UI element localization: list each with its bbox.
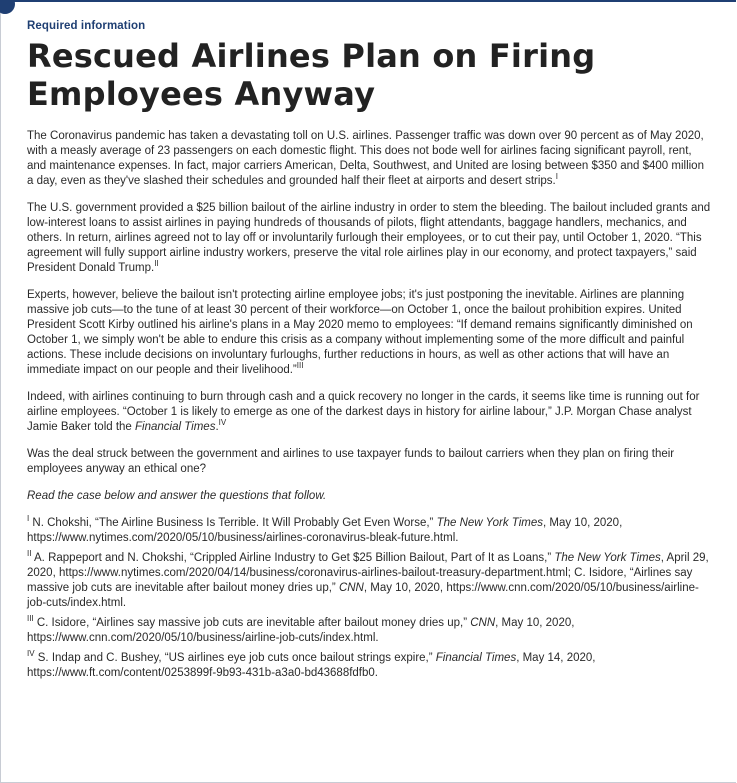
footnote-url-text: , May 10, 2020, https://www.cnn.com/2020/05/10/business/airline-job-cuts/index.html. (27, 617, 575, 644)
footnote-text: S. Indap and C. Bushey, “US airlines eye job cuts once bailout strings expire,” (34, 652, 436, 664)
footnote-source: The New York Times (436, 517, 543, 529)
paragraph-2-text: The U.S. government provided a $25 billion bailout of the airline industry in order to stem the bleeding. The bailout included grants and low-interest loans to assist airlines in paying hundreds of thousands of pilots, flight attendants, baggage handlers, mechanics, and others. In return, airlines agreed not to lay off or involuntarily furlough their employees, or to cut their pay, until October 1, 2020. “This agreement will fully support airline industry workers, preserve the vital role airlines play in our economy, and protect taxpayers,” said President Donald Trump. (27, 202, 711, 274)
corner-marker-icon (0, 0, 15, 14)
document-body (27, 20, 712, 686)
required-information-label: Required information (27, 20, 146, 32)
footnote-mark: II (27, 549, 32, 559)
footnote-url-text: , May 14, 2020, https://www.ft.com/content/0253899f-9b93-431b-a3a0-bd43688fdfb0. (27, 652, 596, 679)
footnote-text: A. Rappeport and N. Chokshi, “Crippled Airline Industry to Get $25 Billion Bailout, Part of It as Loans,” (31, 552, 555, 564)
footnote-text: N. Chokshi, “The Airline Business Is Terrible. It Will Probably Get Even Worse,” (29, 517, 437, 529)
paragraph-3-text: Experts, however, believe the bailout isn't protecting airline employee jobs; it's just postponing the inevitable. Airlines are planning massive job cuts—to the tune of at least 30 percent of their workforce—on October 1, once the bailout prohibition expires. United President Scott Kirby outlined his airline's plans in a May 2020 memo to employees: “If demand remains significantly diminished on October 1, we simply won't be able to endure this crisis as a company without implementing some of the more difficult and painful actions. These include decisions on involuntary furloughs, further reductions in hours, as well as other actions that will have an immediate impact on our people and their livelihood.” (27, 289, 693, 376)
footnote-source: The New York Times (554, 552, 661, 564)
footnote-ref-4: IV (218, 418, 227, 428)
instruction-text: Read the case below and answer the questions that follow. (27, 490, 327, 502)
footnote-text: , April 29, 2020, https://www.nytimes.com/2020/04/14/business/coronavirus-airlines-bailout-treasury-department.html; C. Isidore, “Airlines say massive job cuts are inevitable after bailout money dries up,” (27, 552, 709, 594)
footnote-mark: I (27, 514, 30, 524)
footnote-ref-3: III (296, 361, 304, 371)
footnote-source: Financial Times (435, 652, 517, 664)
footnote-text: C. Isidore, “Airlines say massive job cuts are inevitable after bailout money dries up,” (33, 617, 471, 629)
paragraph-2 (27, 201, 712, 276)
paragraph-4-source: Financial Times (135, 421, 216, 433)
footnote-mark: IV (27, 649, 35, 659)
paragraph-4-text: Indeed, with airlines continuing to burn through cash and a quick recovery no longer in the cards, it seems like time is running out for airline employees. “October 1 is likely to emerge as one of the darkest days in history for airline labour,” J.P. Morgan Chase analyst Jamie Baker told the (27, 391, 700, 433)
footnote-4 (27, 651, 712, 681)
footnote-ref-1: I (555, 172, 558, 182)
footnote-3 (27, 616, 712, 646)
footnote-url-text: , May 10, 2020, https://www.nytimes.com/2020/05/10/business/airlines-coronavirus-bleak-future.html. (27, 517, 623, 544)
paragraph-4 (27, 390, 712, 435)
footnote-source: CNN (338, 582, 364, 594)
footnote-mark: III (27, 614, 34, 624)
footnote-2 (27, 551, 712, 611)
question-paragraph: Was the deal struck between the government and airlines to use taxpayer funds to bailout carriers when they plan on firing their employees anyway an ethical one? (27, 448, 675, 475)
page-title: Rescued Airlines Plan on Firing Employees Anyway (27, 37, 596, 113)
footnote-ref-2: II (154, 259, 159, 269)
footnote-1 (27, 516, 712, 546)
paragraph-3 (27, 288, 712, 378)
paragraph-1-text: The Coronavirus pandemic has taken a devastating toll on U.S. airlines. Passenger traffic was down over 90 percent as of May 2020, with a measly average of 23 passengers on each domestic flight. This does not bode well for airlines facing significant payroll, rent, and maintenance expenses. In fact, major carriers American, Delta, Southwest, and United are losing between $350 and $400 million a day, even as they've slashed their schedules and grounded half their fleet at airports and desert strips. (27, 130, 704, 187)
footnote-url-text: , May 10, 2020, https://www.cnn.com/2020/05/10/business/airline-job-cuts/index.html. (27, 582, 699, 609)
paragraph-1 (27, 129, 712, 189)
footnote-source: CNN (470, 617, 496, 629)
paragraph-4-end: . (215, 421, 219, 433)
